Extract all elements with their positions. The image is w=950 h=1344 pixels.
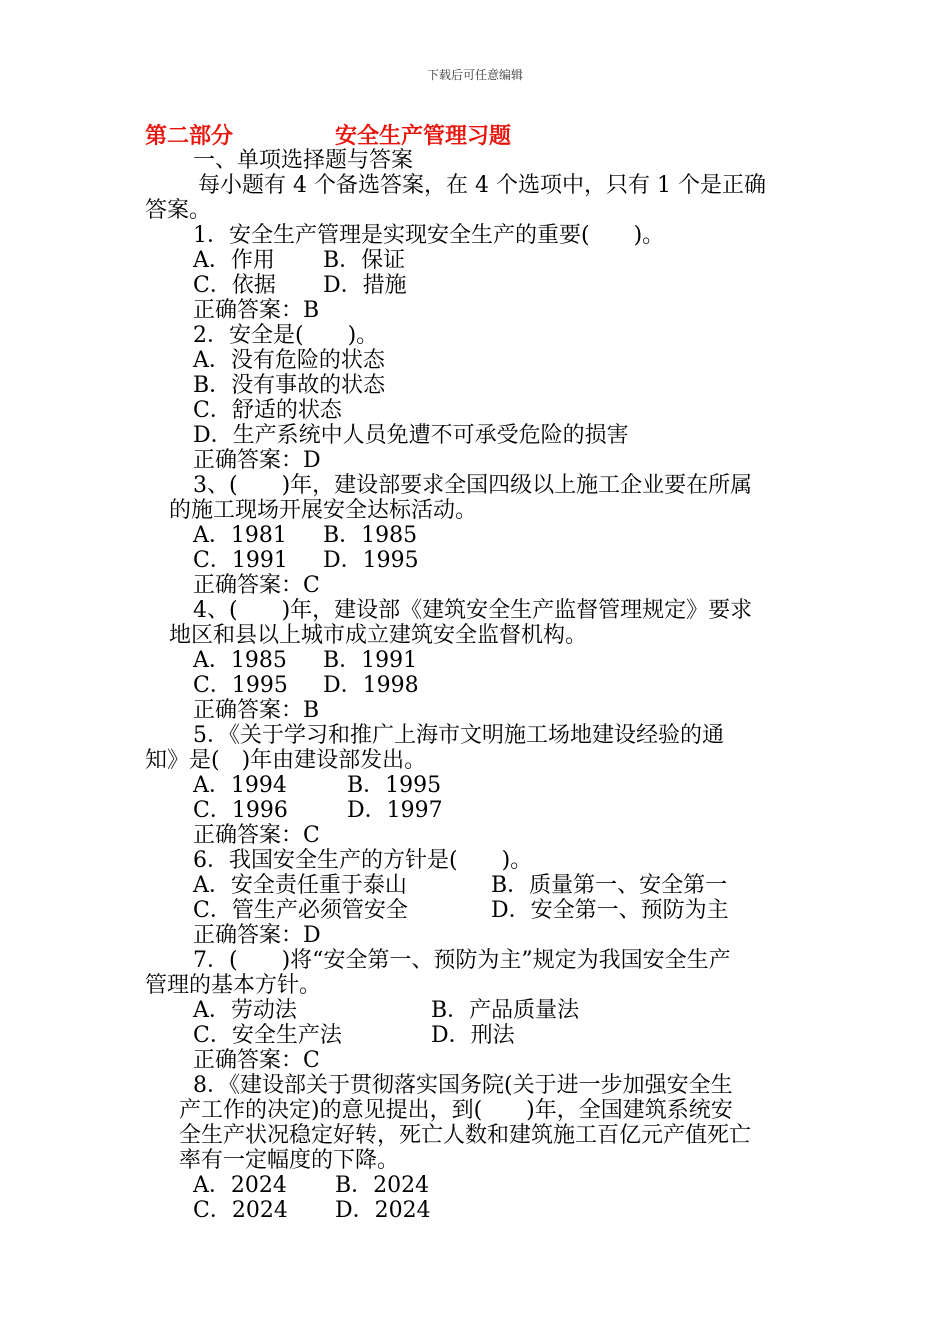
question-4-option-b: B．1991 <box>323 648 418 673</box>
question-5-option-d: D．1997 <box>347 798 443 823</box>
question-8-stem-line-1: 8．《建设部关于贯彻落实国务院(关于进一步加强安全生 <box>193 1073 733 1098</box>
question-3-answer: 正确答案：C <box>193 573 320 598</box>
question-3-stem-line-1: 3、( )年，建设部要求全国四级以上施工企业要在所属 <box>193 473 753 498</box>
section-heading: 一、单项选择题与答案 <box>193 148 414 173</box>
question-5-stem-line-1: 5．《关于学习和推广上海市文明施工场地建设经验的通 <box>193 723 724 748</box>
question-4-stem-line-1: 4、( )年，建设部《建筑安全生产监督管理规定》要求 <box>193 598 753 623</box>
question-8-stem-line-2: 产工作的决定)的意见提出，到( )年，全国建筑系统安 <box>179 1098 733 1123</box>
question-8-option-c: C．2024 <box>193 1198 288 1223</box>
question-7-option-a: A．劳动法 <box>193 998 297 1023</box>
part-title: 安全生产管理习题 <box>335 123 512 149</box>
question-1-option-a: A．作用 <box>193 248 275 273</box>
question-5-option-a: A．1994 <box>193 773 287 798</box>
intro-line-2: 答案。 <box>145 198 212 223</box>
question-4-option-c: C．1995 <box>193 673 288 698</box>
question-8-option-d: D．2024 <box>335 1198 431 1223</box>
question-5-answer: 正确答案：C <box>193 823 320 848</box>
question-4-option-a: A．1985 <box>193 648 287 673</box>
question-5-stem-line-2: 知》是( )年由建设部发出。 <box>145 748 427 773</box>
question-6-option-c: C．管生产必须管安全 <box>193 898 408 923</box>
question-1-answer: 正确答案：B <box>193 298 320 323</box>
question-2-option-d: D．生产系统中人员免遭不可承受危险的损害 <box>193 423 629 448</box>
question-3-option-c: C．1991 <box>193 548 288 573</box>
question-2-option-b: B．没有事故的状态 <box>193 373 386 398</box>
question-8-option-a: A．2024 <box>193 1173 287 1198</box>
page-header: 下载后可任意编辑 <box>426 68 523 82</box>
part-label: 第二部分 <box>145 123 234 149</box>
question-3-stem-line-2: 的施工现场开展安全达标活动。 <box>169 498 478 523</box>
intro-line-1: 每小题有 4 个备选答案，在 4 个选项中，只有 1 个是正确 <box>198 173 766 198</box>
question-4-option-d: D．1998 <box>323 673 419 698</box>
question-6-option-b: B．质量第一、安全第一 <box>491 873 728 898</box>
question-7-stem-line-2: 管理的基本方针。 <box>145 973 322 998</box>
question-6-option-a: A．安全责任重于泰山 <box>193 873 407 898</box>
question-8-stem-line-3: 全生产状况稳定好转，死亡人数和建筑施工百亿元产值死亡 <box>179 1123 752 1148</box>
question-7-option-c: C．安全生产法 <box>193 1023 342 1048</box>
question-5-option-b: B．1995 <box>347 773 442 798</box>
question-6-option-d: D．安全第一、预防为主 <box>491 898 729 923</box>
question-5-option-c: C．1996 <box>193 798 288 823</box>
question-2-stem: 2．安全是( )。 <box>193 323 379 348</box>
question-4-stem-line-2: 地区和县以上城市成立建筑安全监督机构。 <box>169 623 588 648</box>
question-3-option-a: A．1981 <box>193 523 287 548</box>
question-6-stem: 6．我国安全生产的方针是( )。 <box>193 848 533 873</box>
question-7-stem-line-1: 7．( )将“安全第一、预防为主”规定为我国安全生产 <box>193 948 731 973</box>
question-1-option-b: B．保证 <box>323 248 406 273</box>
question-3-option-d: D．1995 <box>323 548 419 573</box>
question-2-answer: 正确答案：D <box>193 448 321 473</box>
question-1-option-d: D．措施 <box>323 273 407 298</box>
question-3-option-b: B．1985 <box>323 523 418 548</box>
question-1-stem: 1．安全生产管理是实现安全生产的重要( )。 <box>193 223 665 248</box>
question-7-option-b: B．产品质量法 <box>431 998 580 1023</box>
question-2-option-a: A．没有危险的状态 <box>193 348 385 373</box>
question-6-answer: 正确答案：D <box>193 923 321 948</box>
question-7-answer: 正确答案：C <box>193 1048 320 1073</box>
question-8-stem-line-4: 率有一定幅度的下降。 <box>179 1148 400 1173</box>
question-1-option-c: C．依据 <box>193 273 276 298</box>
question-2-option-c: C．舒适的状态 <box>193 398 342 423</box>
question-4-answer: 正确答案：B <box>193 698 320 723</box>
question-7-option-d: D．刑法 <box>431 1023 515 1048</box>
question-8-option-b: B．2024 <box>335 1173 430 1198</box>
